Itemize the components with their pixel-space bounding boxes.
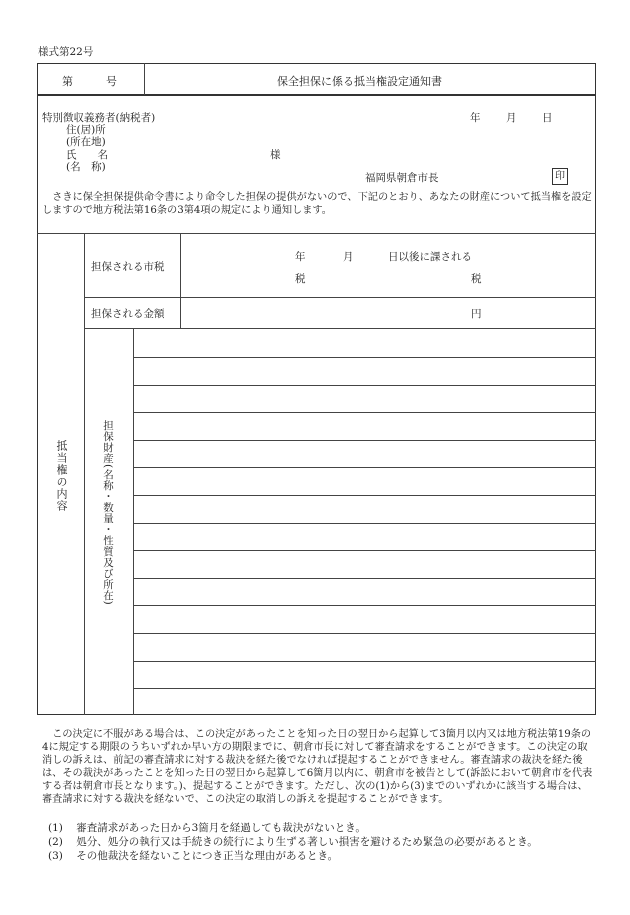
condition-item xyxy=(48,834,538,849)
number-label: 第 号 xyxy=(62,75,117,88)
property-line xyxy=(133,523,596,524)
name-label: 氏 名 xyxy=(66,149,108,161)
property-line xyxy=(133,578,596,579)
condition-num: (3) xyxy=(48,850,63,862)
property-line xyxy=(133,633,596,634)
section-divider xyxy=(84,233,85,715)
condition-text: 審査請求があった日から3箇月を経過しても裁決がないとき。 xyxy=(76,822,366,834)
condition-text: 処分、処分の執行又は手続きの続行により生ずる著しい損害を避けるため緊急の必要があるとき。 xyxy=(76,836,538,848)
amount-unit: 円 xyxy=(471,308,482,320)
property-line xyxy=(133,385,596,386)
amount-row-bottom xyxy=(84,328,596,329)
property-line xyxy=(133,467,596,468)
document-title: 保全担保に係る抵当権設定通知書 xyxy=(277,75,442,88)
condition-num: (1) xyxy=(48,822,63,834)
location-label: (所在地) xyxy=(66,136,106,148)
property-line xyxy=(133,440,596,441)
taxpayer-label: 特別徴収義務者(納税者) xyxy=(42,112,156,124)
section-label: 抵当権の内容 xyxy=(55,440,68,512)
property-line xyxy=(133,495,596,496)
tax-row-bottom xyxy=(84,297,596,298)
label-divider-1 xyxy=(180,233,181,328)
date-month: 月 xyxy=(506,112,517,124)
property-line xyxy=(133,357,596,358)
tax-word-1: 税 xyxy=(295,273,306,285)
property-line xyxy=(133,412,596,413)
condition-num: (2) xyxy=(48,836,63,848)
form-number: 様式第22号 xyxy=(38,46,94,58)
date-year: 年 xyxy=(470,112,481,124)
body-box xyxy=(37,95,596,715)
property-label: 担保財産(名称・数量・性質及び所在) xyxy=(102,420,114,606)
header-divider xyxy=(144,63,145,95)
condition-item xyxy=(48,820,366,835)
honorific: 様 xyxy=(270,149,281,161)
property-line xyxy=(133,688,596,689)
issuer-name: 福岡県朝倉市長 xyxy=(365,172,439,184)
condition-item xyxy=(48,848,338,863)
tax-word-2: 税 xyxy=(471,273,482,285)
property-line xyxy=(133,550,596,551)
address-label: 住(居)所 xyxy=(66,124,106,136)
tax-month: 月 xyxy=(343,251,354,263)
amount-label: 担保される金額 xyxy=(91,308,165,320)
notice-text: さきに保全担保提供命令書により命令した担保の提供がないので、下記のとおり、あなたの財産について抵当権を設定しますので地方税法第16条の3第4項の規定により通知します。 xyxy=(42,192,592,216)
property-line xyxy=(133,661,596,662)
corp-name-label: (名 称) xyxy=(66,161,106,173)
tax-suffix: 日以後に課される xyxy=(388,251,472,263)
property-divider xyxy=(133,328,134,715)
tax-row-label: 担保される市税 xyxy=(91,261,165,273)
tax-year: 年 xyxy=(295,251,306,263)
date-day: 日 xyxy=(542,112,553,124)
condition-text: その他裁決を経ないことにつき正当な理由があるとき。 xyxy=(76,850,339,862)
seal-mark: 印 xyxy=(552,168,568,185)
property-line xyxy=(133,605,596,606)
appeal-text: この決定に不服がある場合は、この決定があったことを知った日の翌日から起算して3箇月以内又は地方税法第19条の4に規定する期限のうちいずれか早い方の期限までに、朝倉市長に対して審査請求をすることができます。この決定の取消しの訴えは、前記の審査請求に対する裁決を経た後でなければ提起することができません。審査請求の裁決を経た後は、その裁決があったことを知った日の翌日から起算して6箇月以内に、朝倉市を被告として(訴訟において朝倉市を代表する者は朝倉市長となります。)、提起することができます。ただし、次の(1)から(3)までのいずれかに該当する場合は、審査請求に対する裁決を経ないで、この決定の取消しの訴えを提起することができます。 xyxy=(42,729,593,805)
content-table-top xyxy=(37,233,596,234)
